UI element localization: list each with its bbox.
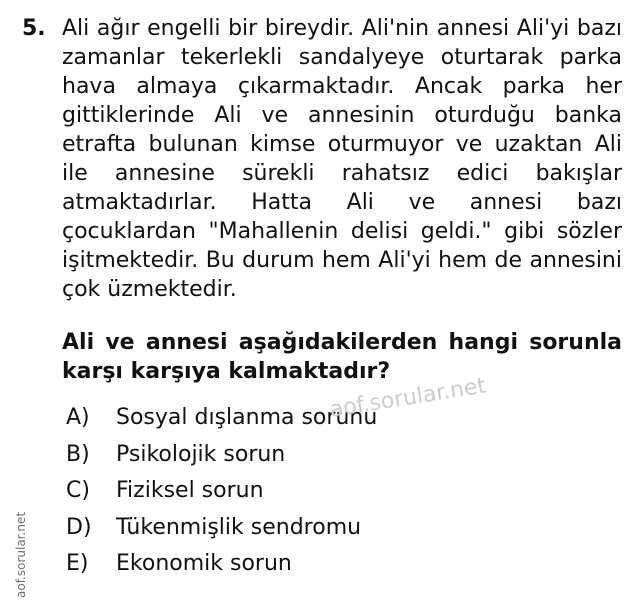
option-e[interactable] <box>66 546 622 583</box>
question-number: 5. <box>22 16 46 41</box>
option-letter: D) <box>66 514 92 540</box>
watermark-diagonal: aof.sorular.net <box>328 373 488 423</box>
question-body <box>62 14 622 583</box>
answer-options <box>66 400 622 583</box>
option-text: Psikolojik sorun <box>116 441 286 467</box>
question-prompt: Ali ve annesi aşağıdakilerden hangi sorunla karşı karşıya kalmaktadır? <box>62 330 622 384</box>
option-text: Sosyal dışlanma sorunu <box>116 405 378 430</box>
option-d[interactable] <box>66 510 622 547</box>
option-text: Fiziksel sorun <box>116 478 264 503</box>
option-text: Tükenmişlik sendromu <box>116 514 362 540</box>
option-letter: A) <box>66 405 90 430</box>
watermark-vertical: aof.sorular.net <box>14 511 28 598</box>
option-text: Ekonomik sorun <box>116 551 292 576</box>
option-letter: C) <box>66 478 90 503</box>
option-b[interactable] <box>66 437 622 474</box>
question-passage: Ali ağır engelli bir bireydir. Ali'nin annesi Ali'yi bazı zamanlar tekerlekli sandalyeye oturtarak parka hava almaya çıkarmaktadır. Ancak parka her gittiklerinde Ali ve annesinin oturduğu banka etrafta bulunan kimse oturmuyor ve uzaktan Ali ile annesine sürekli rahatsız edici bakışlar atmaktadırlar. Hatta Ali ve annesi bazı çocuklardan "Mahallenin delisi geldi." gibi sözler işitmektedir. Bu durum hem Ali'yi hem de annesini çok üzmektedir. <box>62 16 622 302</box>
option-letter: B) <box>66 441 90 467</box>
option-c[interactable] <box>66 473 622 510</box>
option-letter: E) <box>66 551 89 576</box>
